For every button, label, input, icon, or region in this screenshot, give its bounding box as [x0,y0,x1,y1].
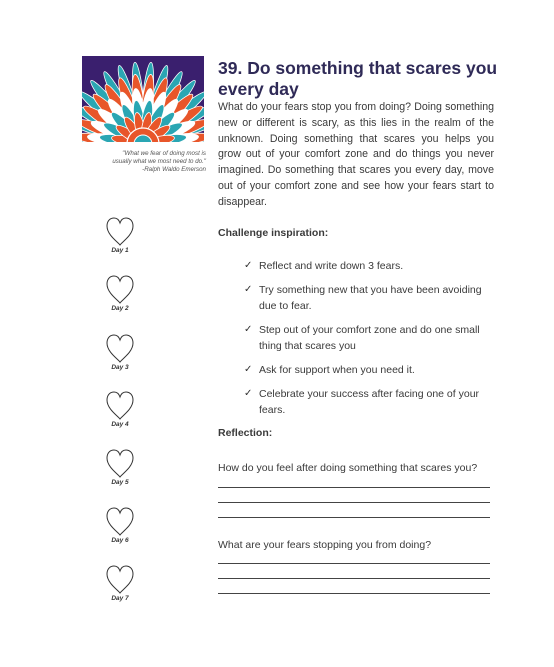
answer-line[interactable] [218,593,490,594]
day-label: Day 7 [111,595,129,602]
challenge-item [244,258,494,274]
heart-icon [105,274,135,306]
answer-line[interactable] [218,502,490,503]
day-label: Day 1 [111,247,129,254]
challenge-item [244,322,494,354]
day-label: Day 4 [111,421,129,428]
challenge-item [244,282,494,314]
heart-icon [105,564,135,596]
quote-line-2: usually what we most need to do." [112,158,206,165]
reflection-question-1: How do you feel after doing something that scares you? [218,462,478,474]
emerson-quote [84,150,206,174]
challenge-heading: Challenge inspiration: [218,227,329,239]
check-icon: ✓ [244,388,253,399]
challenge-item [244,362,494,378]
day-label: Day 5 [111,479,129,486]
check-icon: ✓ [244,284,253,295]
challenge-text: Ask for support when you need it. [259,364,415,376]
challenge-text: Reflect and write down 3 fears. [259,260,404,272]
check-icon: ✓ [244,260,253,271]
answer-line[interactable] [218,578,490,579]
quote-attribution: -Ralph Waldo Emerson [142,166,206,173]
challenge-text: Step out of your comfort zone and do one small thing that scares you [259,324,480,352]
reflection-heading: Reflection: [218,427,273,439]
day-label: Day 2 [111,305,129,312]
day-1-tracker[interactable] [100,216,140,254]
quote-line-1: "What we fear of doing most is [122,150,206,157]
check-icon: ✓ [244,324,253,335]
answer-line[interactable] [218,487,490,488]
page-title: 39. Do something that scares you every day [218,58,498,99]
challenge-text: Try something new that you have been avoiding due to fear. [259,284,482,312]
day-6-tracker[interactable] [100,506,140,544]
day-7-tracker[interactable] [100,564,140,602]
day-label: Day 3 [111,364,129,371]
day-2-tracker[interactable] [100,274,140,312]
intro-paragraph: What do your fears stop you from doing? Doing something new or different is scary, as this lies in the realm of the unknown. Doing something that scares you helps you grow out of your comfort zone and do things you never imagined. Do something that scares you every day, move out of your comfort zone and see how your fears start to disappear. [218,101,494,208]
challenge-item [244,386,494,418]
day-3-tracker[interactable] [100,333,140,371]
reflection-question-2: What are your fears stopping you from doing? [218,539,432,551]
check-icon: ✓ [244,364,253,375]
mandala-illustration [82,56,204,142]
day-4-tracker[interactable] [100,390,140,428]
heart-icon [105,506,135,538]
heart-icon [105,216,135,248]
answer-line[interactable] [218,563,490,564]
answer-line[interactable] [218,517,490,518]
heart-icon [105,448,135,480]
heart-icon [105,390,135,422]
day-5-tracker[interactable] [100,448,140,486]
heart-icon [105,333,135,365]
day-label: Day 6 [111,537,129,544]
challenge-text: Celebrate your success after facing one of your fears. [259,388,480,416]
